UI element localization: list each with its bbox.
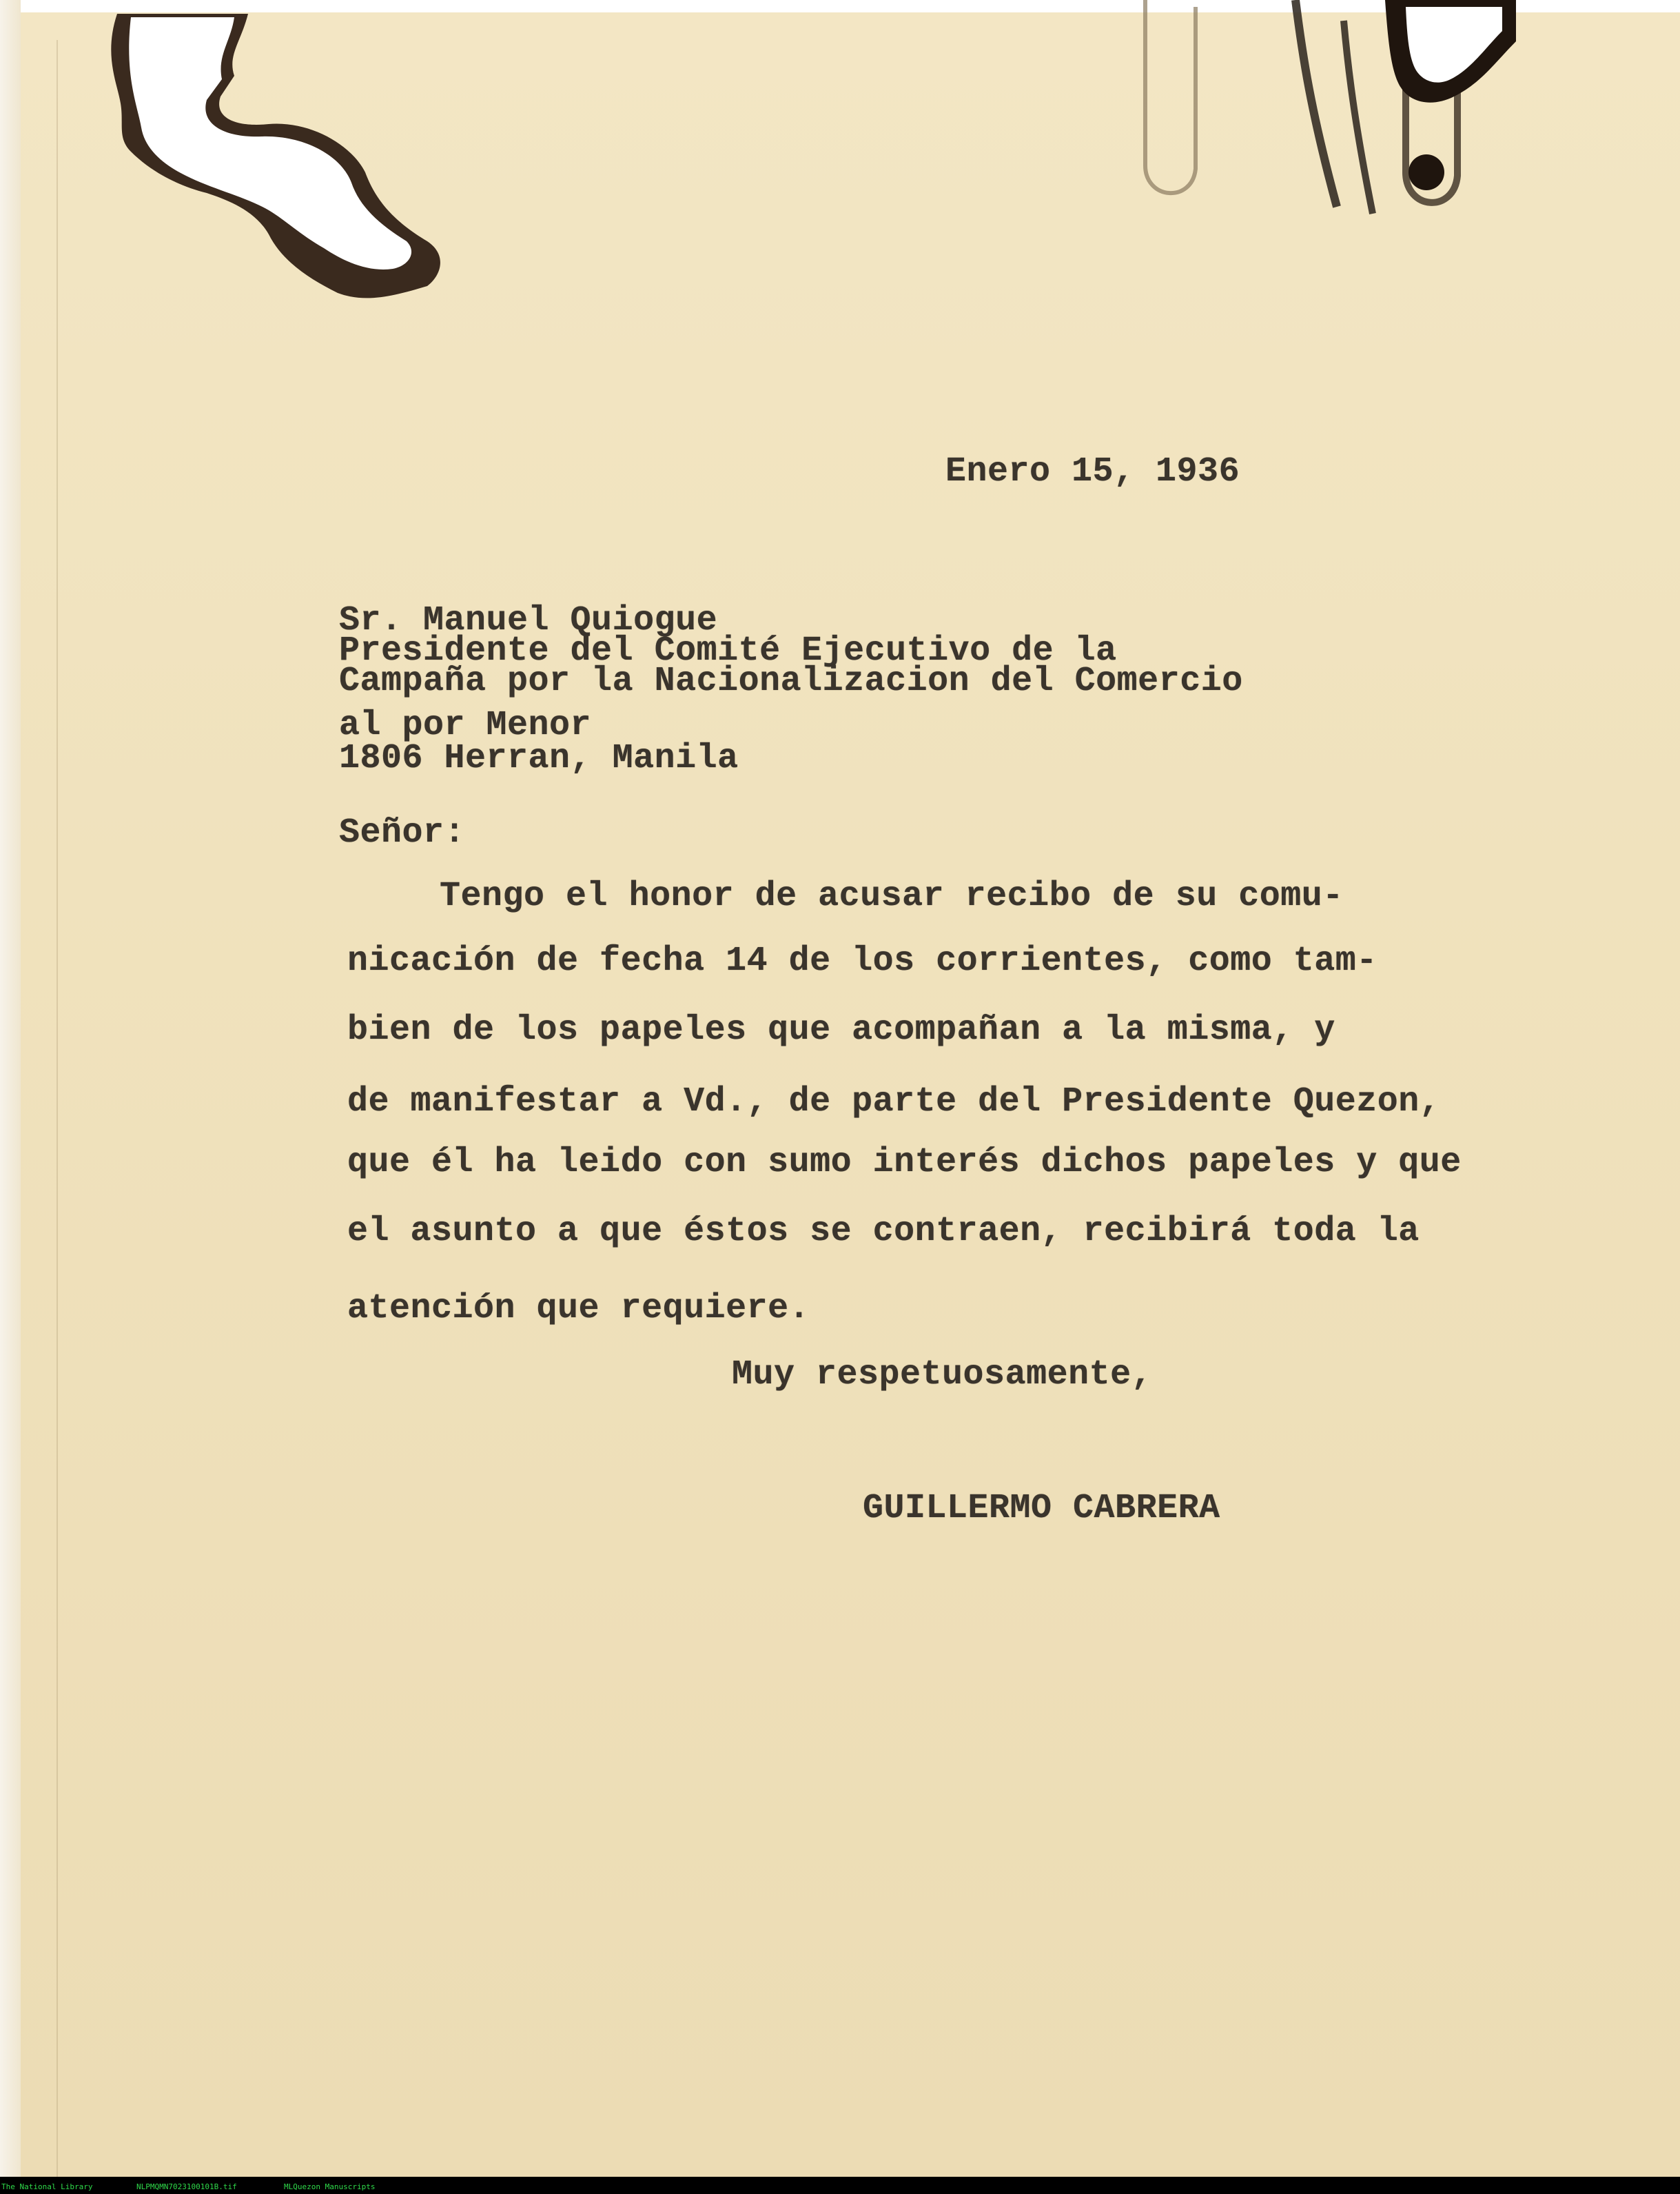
body-line: de manifestar a Vd., de parte del Presidente Quezon,: [347, 1082, 1441, 1121]
body-line: el asunto a que éstos se contraen, recibirá toda la: [347, 1212, 1420, 1251]
burn-damage-top-left: [103, 14, 455, 303]
body-line: atención que requiere.: [347, 1289, 810, 1328]
addressee-line: Campaña por la Nacionalizacion del Comercio: [339, 662, 1243, 701]
scan-footer-bar: [0, 2177, 1680, 2194]
addressee-line: al por Menor: [339, 706, 592, 745]
footer-file-id: NLPMQMN7023100101B.tif: [136, 2182, 237, 2191]
paperclip-rust-marks-top-right: [1130, 0, 1516, 227]
body-line: Tengo el honor de acusar recibo de su comu-: [356, 877, 1344, 916]
scan-left-margin: [0, 0, 21, 2177]
salutation: Señor:: [339, 813, 466, 853]
body-line: nicación de fecha 14 de los corrientes, como tam-: [347, 942, 1377, 981]
paper-edge-crease: [57, 40, 58, 2177]
addressee-line: 1806 Herran, Manila: [339, 739, 739, 778]
body-line: bien de los papeles que acompañan a la misma, y: [347, 1010, 1335, 1050]
footer-library-label: The National Library: [1, 2182, 93, 2191]
letter-date: Enero 15, 1936: [945, 452, 1240, 491]
footer-collection-label: MLQuezon Manuscripts: [284, 2182, 376, 2191]
closing: Muy respetuosamente,: [732, 1355, 1153, 1394]
addressee-line: Presidente del Comité Ejecutivo de la: [339, 631, 1117, 671]
addressee-line: Sr. Manuel Quiogue: [339, 601, 718, 640]
signature-name: GUILLERMO CABRERA: [863, 1489, 1220, 1528]
body-line: que él ha leido con sumo interés dichos papeles y que: [347, 1143, 1462, 1182]
